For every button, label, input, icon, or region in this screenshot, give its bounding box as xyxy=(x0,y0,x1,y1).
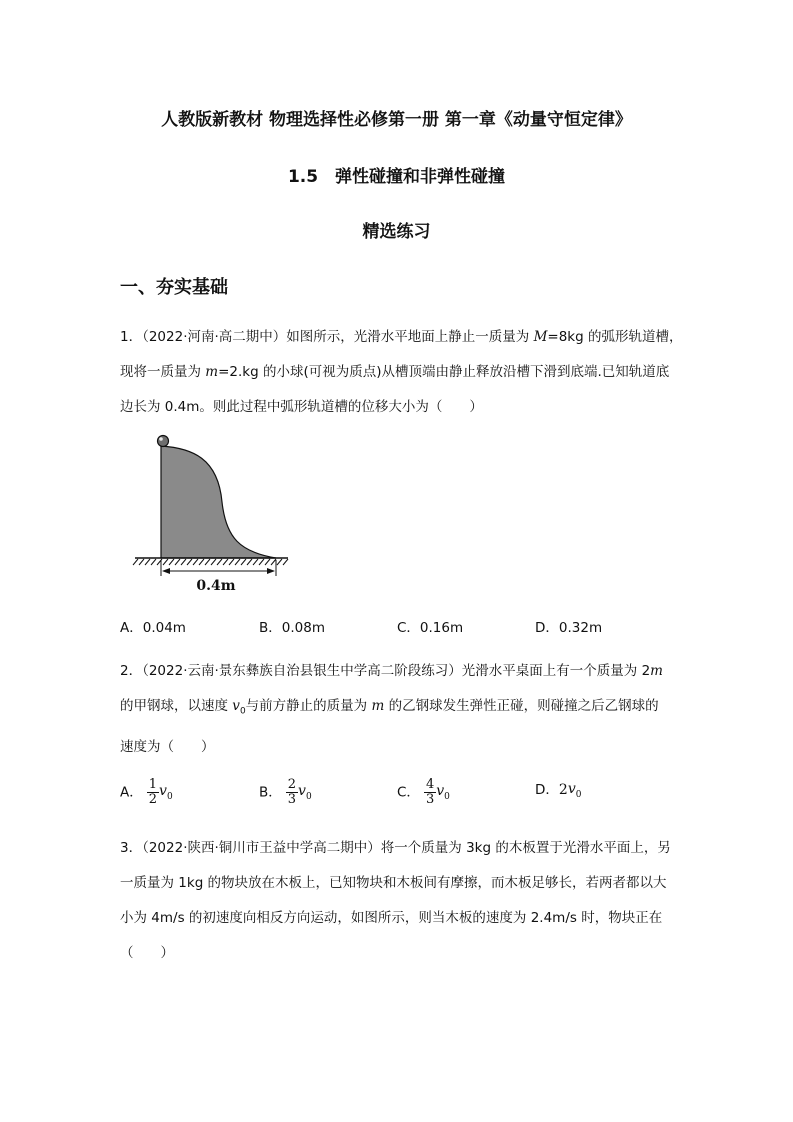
q2-choice-b[interactable]: B． $\frac{2}{3}$ $v_0$ xyxy=(259,777,312,807)
question-2 xyxy=(120,654,680,765)
section-heading: 一、夯实基础 xyxy=(120,277,228,298)
q1-choice-a[interactable]: A．0.04m xyxy=(120,620,186,636)
small-ball xyxy=(158,436,169,447)
question-2-line-2: 的甲钢球，以速度 $v_0$与前方静止的质量为 m 的乙钢球发生弹性正碰，则碰撞之后乙钢球的 xyxy=(120,698,659,717)
question-3-line-4: （ ） xyxy=(120,945,174,961)
q2-choice-c[interactable]: C． $\frac{4}{3}$ $v_0$ xyxy=(397,777,450,807)
question-1-line-1: 1．（2022·河南·高二期中）如图所示，光滑水平地面上静止一质量为 M=8kg 的弧形轨道槽， xyxy=(120,329,683,345)
ground-hatching xyxy=(133,559,288,565)
question-1 xyxy=(120,320,683,425)
arc-track-slot xyxy=(161,446,276,558)
q1-choice-d[interactable]: D．0.32m xyxy=(535,620,603,636)
exercise-title: 精选练习 xyxy=(362,222,431,242)
dimension-arrow-left xyxy=(162,568,170,574)
lesson-title: 1.5 弹性碰撞和非弹性碰撞 xyxy=(287,167,506,187)
question-1-line-3: 边长为 0.4m。则此过程中弧形轨道槽的位移大小为（ ） xyxy=(120,399,483,415)
question-3 xyxy=(120,831,680,971)
question-3-line-1: 3．（2022·陕西·铜川市王益中学高二期中）将一个质量为 3kg 的木板置于光滑水平面上，另 xyxy=(120,840,671,856)
question-2-line-3: 速度为（ ） xyxy=(120,738,215,755)
q1-choice-b[interactable]: B．0.08m xyxy=(259,620,325,636)
question-3-line-3: 小为 4m/s 的初速度向相反方向运动，如图所示，则当木板的速度为 2.4m/s 时，物块正在 xyxy=(120,910,663,926)
q2-choice-a[interactable]: A． $\frac{1}{2}$ $v_0$ xyxy=(120,777,173,807)
arc-track-figure xyxy=(130,430,290,600)
q1-choice-c[interactable]: C．0.16m xyxy=(397,620,464,636)
dimension-label: 0.4m xyxy=(196,578,236,594)
q2-choice-d[interactable]: D．$2v_0$ xyxy=(535,780,582,800)
question-3-line-2: 一质量为 1kg 的物块放在木板上，已知物块和木板间有摩擦，而木板足够长，若两者都以大 xyxy=(120,875,667,891)
document-title: 人教版新教材 物理选择性必修第一册 第一章《动量守恒定律》 xyxy=(161,110,632,130)
question-1-line-2: 现将一质量为 m=2.kg 的小球(可视为质点)从槽顶端由静止释放沿槽下滑到底端.已知轨道底 xyxy=(120,364,670,380)
dimension-arrow-right xyxy=(267,568,275,574)
question-2-line-1: 2．（2022·云南·景东彝族自治县银生中学高二阶段练习）光滑水平桌面上有一个质量为 2m xyxy=(120,663,663,679)
